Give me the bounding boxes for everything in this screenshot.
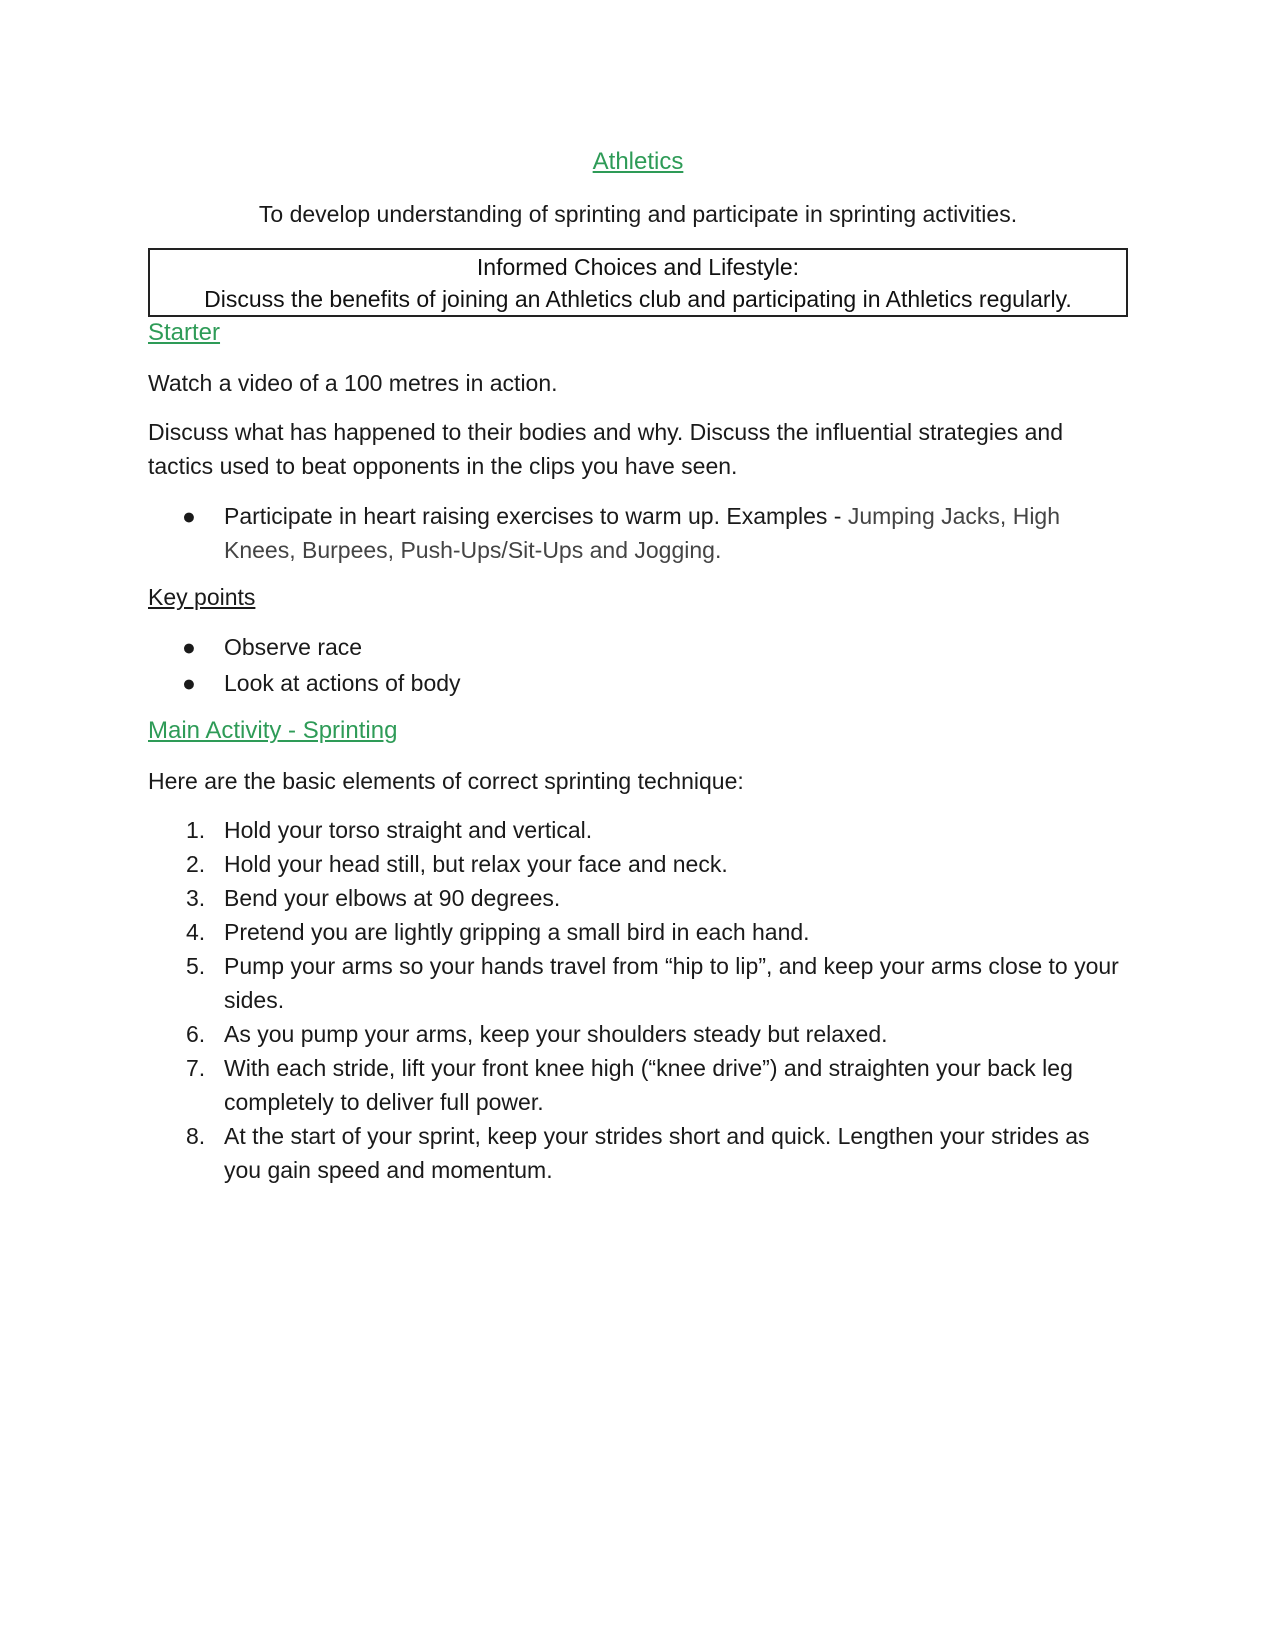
list-item [148,949,1128,1017]
bullet-examples: Jumping Jacks, High Knees, Burpees, Push-Ups/Sit-Ups and Jogging. [224,503,1061,563]
step-number: 3. [186,885,206,911]
step-text: At the start of your sprint, keep your strides short and quick. Lengthen your strides as you gain speed and momentum. [224,1123,1090,1183]
technique-steps-list [148,813,1128,1187]
bullet-icon: ● [182,670,196,696]
list-item [148,847,1128,881]
list-item [148,629,1128,665]
bullet-icon: ● [182,503,196,529]
list-item [148,881,1128,915]
step-text: Pump your arms so your hands travel from “hip to lip”, and keep your arms close to your sides. [224,953,1119,1013]
step-number: 7. [186,1055,206,1081]
main-activity-intro: Here are the basic elements of correct sprinting technique: [148,768,744,794]
key-points-list [148,629,1128,701]
starter-para-1: Watch a video of a 100 metres in action. [148,370,558,396]
key-point-text: Look at actions of body [224,670,461,696]
document-content [148,146,1128,1187]
step-text: With each stride, lift your front knee high (“knee drive”) and straighten your back leg completely to deliver full power. [224,1055,1073,1115]
list-item [148,665,1128,701]
list-item [148,915,1128,949]
lesson-objective: To develop understanding of sprinting and participate in sprinting activities. [258,201,1018,227]
starter-heading: Starter [148,319,221,346]
key-point-text: Observe race [224,634,363,660]
step-text: Hold your head still, but relax your face and neck. [224,851,728,877]
step-number: 2. [186,851,206,877]
list-item [148,499,1128,567]
step-text: Bend your elbows at 90 degrees. [224,885,561,911]
page-title: Athletics [592,148,684,175]
starter-bullet-list [148,499,1128,567]
step-text: As you pump your arms, keep your shoulders steady but relaxed. [224,1021,888,1047]
list-item [148,1119,1128,1187]
list-item [148,1051,1128,1119]
box-line-1: Informed Choices and Lifestyle: [476,254,800,280]
step-number: 5. [186,953,206,979]
list-item [148,813,1128,847]
main-activity-heading: Main Activity - Sprinting [148,717,398,744]
starter-para-2: Discuss what has happened to their bodies and why. Discuss the influential strategies and tactics used to beat opponents in the clips you have seen. [148,419,1063,479]
box-line-2: Discuss the benefits of joining an Athletics club and participating in Athletics regularly. [204,286,1072,312]
step-number: 6. [186,1021,206,1047]
step-number: 1. [186,817,206,843]
list-item [148,1017,1128,1051]
step-text: Hold your torso straight and vertical. [224,817,593,843]
key-points-heading: Key points [148,584,256,610]
step-number: 4. [186,919,206,945]
bullet-icon: ● [182,634,196,660]
bullet-lead: Participate in heart raising exercises to warm up. Examples - [224,503,848,529]
step-text: Pretend you are lightly gripping a small bird in each hand. [224,919,810,945]
step-number: 8. [186,1123,206,1149]
informed-choices-box [148,248,1128,317]
